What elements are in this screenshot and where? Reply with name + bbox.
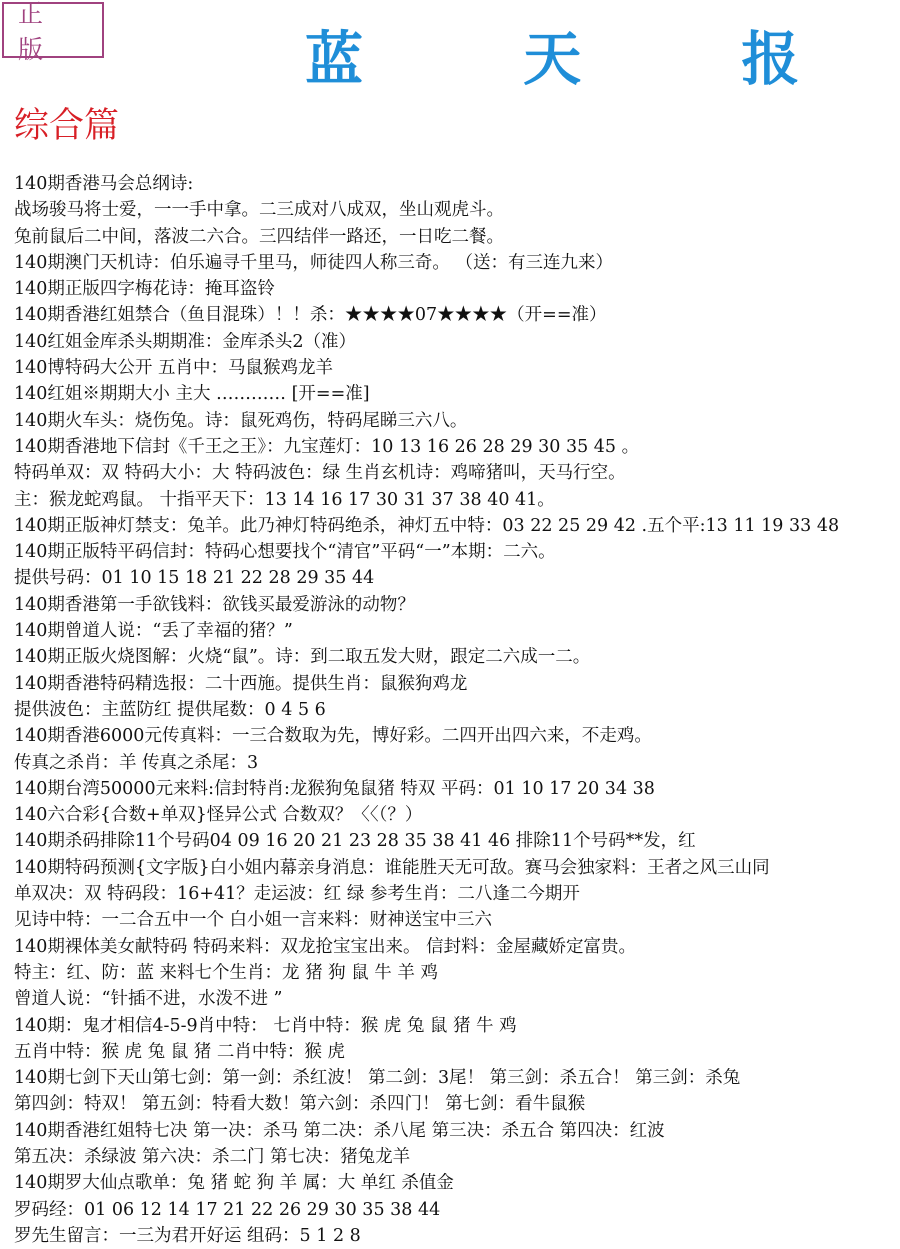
text-line: 提供波色：主蓝防红 提供尾数：0 4 5 6 xyxy=(14,699,326,720)
text-line: 140期特码预测{文字版}白小姐内幕亲身消息：谁能胜天无可敌。赛马会独家料：王者之风三山同 xyxy=(14,857,770,878)
text-line: 140期香港第一手欲钱料：欲钱买最爱游泳的动物？ xyxy=(14,594,415,615)
text-line: 140博特码大公开 五肖中：马鼠猴鸡龙羊 xyxy=(14,358,333,379)
text-line: 140期罗大仙点歌单：兔 猪 蛇 狗 羊 属：大 单红 杀值金 xyxy=(14,1173,454,1194)
text-line: 传真之杀肖：羊 传真之杀尾：3 xyxy=(14,752,259,773)
text-line: 140红姐※期期大小 主大 ………… [开==准] xyxy=(14,384,370,405)
text-line: 140期曾道人说：“丢了幸福的猪？” xyxy=(14,621,293,642)
text-line: 第四剑：特双！ 第五剑：特看大数！第六剑：杀四门！ 第七剑：看牛鼠猴 xyxy=(14,1094,586,1115)
text-line: 第五决：杀绿波 第六决：杀二门 第七决：猪兔龙羊 xyxy=(14,1146,411,1167)
text-line: 140期正版四字梅花诗：掩耳盗铃 xyxy=(14,279,275,300)
content-body xyxy=(14,171,899,1249)
section-title: 综合篇 xyxy=(14,106,120,146)
text-line: 五肖中特：猴 虎 兔 鼠 猪 二肖中特：猴 虎 xyxy=(14,1041,345,1062)
text-line: 见诗中特：一二合五中一个 白小姐一言来料：财神送宝中三六 xyxy=(14,910,493,931)
text-line: 特主：红、防：蓝 来料七个生肖：龙 猪 狗 鼠 牛 羊 鸡 xyxy=(14,962,438,983)
text-line: 特码单双：双 特码大小：大 特码波色：绿 生肖玄机诗：鸡啼猪叫，天马行空。 xyxy=(14,463,626,484)
text-line: 140期：鬼才相信4-5-9肖中特： 七肖中特：猴 虎 兔 鼠 猪 牛 鸡 xyxy=(14,1015,517,1036)
text-line: 140期七剑下天山第七剑：第一剑：杀红波！ 第二剑：3尾！ 第三剑：杀五合！ 第三剑：杀兔 xyxy=(14,1068,741,1089)
text-line: 罗先生留言：一三为君开好运 组码：5 1 2 8 xyxy=(14,1225,361,1246)
text-line: 140期正版火烧图解：火烧“鼠”。诗：到二取五发大财，跟定二六成一二。 xyxy=(14,647,591,668)
page-title: 蓝 天 报 xyxy=(305,25,870,93)
text-line: 140期火车头：烧伤兔。诗：鼠死鸡伤，特码尾睇三六八。 xyxy=(14,410,468,431)
text-line: 140期香港特码精选报：二十西施。提供生肖：鼠猴狗鸡龙 xyxy=(14,673,468,694)
text-line: 140期裸体美女献特码 特码来料：双龙抢宝宝出来。 信封料：金屋藏娇定富贵。 xyxy=(14,936,637,957)
text-line: 140期杀码排除11个号码04 09 16 20 21 23 28 35 38 41 46 排除11个号码**发，红 xyxy=(14,831,696,852)
text-line: 140红姐金库杀头期期准：金库杀头2（准） xyxy=(14,331,357,352)
text-line: 140六合彩{合数+单双}怪异公式 合数双？〈〈（？） xyxy=(14,805,423,826)
text-line: 主：猴龙蛇鸡鼠。 十指平天下：13 14 16 17 30 31 37 38 40 41。 xyxy=(14,489,555,510)
text-line: 140期香港地下信封《千王之王》：九宝莲灯：10 13 16 26 28 29 30 35 45 。 xyxy=(14,436,640,457)
text-line: 单双决：双 特码段：16+41？走运波：红 绿 参考生肖：二八逢二今期开 xyxy=(14,884,580,905)
text-line: 140期香港马会总纲诗: xyxy=(14,174,194,194)
text-line: 140期台湾50000元来料:信封特肖:龙猴狗兔鼠猪 特双 平码：01 10 17 20 34 38 xyxy=(14,778,655,799)
edition-badge: 正 版 xyxy=(2,2,104,58)
text-line: 140期香港红姐禁合（鱼目混珠）！！杀：★★★★07★★★★（开==准） xyxy=(14,305,607,326)
text-line: 提供号码：01 10 15 18 21 22 28 29 35 44 xyxy=(14,568,375,589)
text-line: 兔前鼠后二中间，落波二六合。三四结伴一路还，一日吃二餐。 xyxy=(14,226,504,247)
text-line: 曾道人说：“针插不进，水泼不进 ” xyxy=(14,989,283,1010)
text-line: 140期澳门天机诗：伯乐遍寻千里马，师徒四人称三奇。 （送：有三连九来） xyxy=(14,252,613,273)
text-line: 140期香港6000元传真料：一三合数取为先，博好彩。二四开出四六来，不走鸡。 xyxy=(14,726,652,747)
text-line: 140期香港红姐特七决 第一决：杀马 第二决：杀八尾 第三决：杀五合 第四决：红波 xyxy=(14,1120,665,1141)
text-line: 战场骏马将士爱，一一手中拿。二三成对八成双，坐山观虎斗。 xyxy=(14,200,504,221)
text-line: 罗码经：01 06 12 14 17 21 22 26 29 30 35 38 44 xyxy=(14,1199,441,1220)
text-line: 140期正版神灯禁支：兔羊。此乃神灯特码绝杀，神灯五中特：03 22 25 29 42 .五个平:13 11 19 33 48 xyxy=(14,515,840,536)
text-line: 140期正版特平码信封：特码心想要找个“清官”平码“一”本期：二六。 xyxy=(14,542,556,563)
